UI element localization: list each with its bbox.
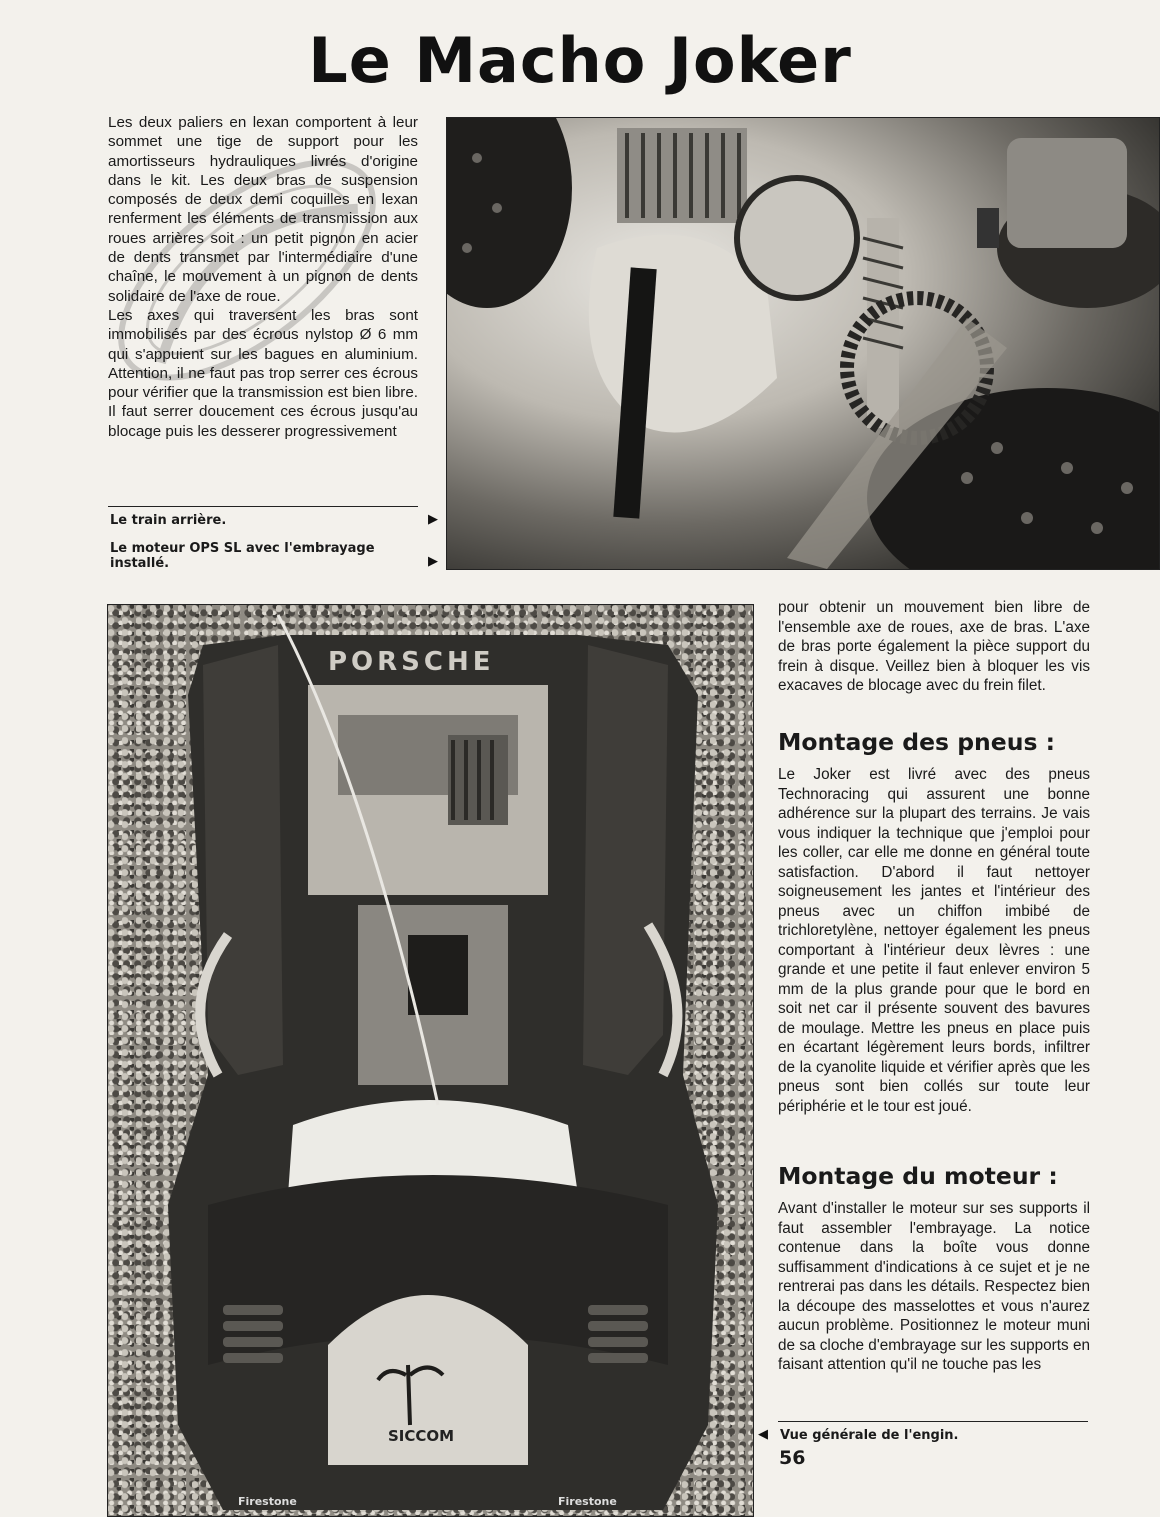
heading-montage-pneus-block xyxy=(778,728,1090,756)
paragraph-montage-moteur: Avant d'installer le moteur sur ses supports il faut assembler l'embrayage. La notice contenue dans la boîte vous donne suffisamment d'indications à ce sujet et je ne rentrerai pas dans les détails. Respectez bien la découpe des masselottes et vous n'aurez aucun problème. Positionnez le moteur muni de sa cloche d'embrayage sur les supports en faisant attention qu'il ne touche pas les xyxy=(778,1200,1090,1373)
left-paragraph-1: Les deux paliers en lexan comportent à leur sommet une tige de support pour les amortisseurs hydrauliques livrés d'origine dans le kit. Les deux bras de suspension composés de deux demi coquilles en lexan renferment les éléments de transmission aux roues arrières soit : un petit pignon en acier de dents transmet par l'intermédiaire d'une chaîne, le mouvement à un pignon de dents solidaire de l'axe de roue. xyxy=(108,114,418,305)
right-article-column xyxy=(778,598,1090,696)
arrow-right-icon: ▶ xyxy=(428,511,438,526)
left-paragraph-2: Les axes qui traversent les bras sont immobilisés par des écrous nylstop Ø 6 mm qui s'appuient sur les bagues en aluminium. Attention, il ne faut pas trop serrer ces écrous pour vérifier que la transmission est bien libre. Il faut serrer doucement ces écrous jusqu'au blocage puis les desserer progressivement xyxy=(108,306,418,440)
caption-moteur: Le moteur OPS SL avec l'embrayage installé. xyxy=(110,541,375,571)
right-intro-paragraph: pour obtenir un mouvement bien libre de l'ensemble axe de roues, axe de bras. L'axe de bras porte également la pièce support du frein à disque. Veillez bien à bloquer les vis exacaves de blocage avec du frein filet. xyxy=(778,599,1090,694)
paragraph-montage-pneus: Le Joker est livré avec des pneus Technoracing qui assurent une bonne adhérence sur la plupart des terrains. Je vais vous indiquer la technique que j'emploi pour les coller, car elle me donne en général toute satisfaction. D'abord il faut nettoyer soigneusement les jantes et l'intérieur des pneus avec un chiffon imbibé de trichloretylène, nettoyer également les pneus comportant à l'intérieur deux lèvres : une grande et une petite il faut enlever environ 5 mm de la plus grande pour que le bord en soit net car il présente souvent des bavures de moulage. Mettre les pneus en place puis en écartant légèrement leurs bords, infiltrer de la cyanolite liquide et vérifier après que les pneus sont bien collés sur toute leur périphérie et le tour est joué. xyxy=(778,766,1090,1115)
photo-rear-train-engine xyxy=(446,117,1160,570)
caption-divider xyxy=(108,506,418,507)
photo-general-view xyxy=(107,604,754,1517)
page-number: 56 xyxy=(779,1447,806,1469)
heading-montage-moteur-block xyxy=(778,1162,1090,1190)
siccom-marking: SICCOM xyxy=(388,1427,455,1445)
porsche-marking: PORSCHE xyxy=(328,647,495,677)
left-article-column xyxy=(108,113,418,441)
pneus-block xyxy=(778,765,1090,1116)
firestone-marking-left: Firestone xyxy=(238,1495,297,1508)
arrow-left-icon: ◀ xyxy=(758,1426,768,1441)
caption-divider xyxy=(778,1421,1088,1422)
firestone-marking-right: Firestone xyxy=(558,1495,617,1508)
moteur-block xyxy=(778,1199,1090,1375)
heading-montage-moteur: Montage du moteur : xyxy=(778,1162,1058,1190)
caption-train-arriere: Le train arrière. xyxy=(110,513,227,528)
caption-vue-generale: Vue générale de l'engin. xyxy=(780,1428,959,1443)
heading-montage-pneus: Montage des pneus : xyxy=(778,728,1056,756)
arrow-right-icon: ▶ xyxy=(428,553,438,568)
page-title: Le Macho Joker xyxy=(308,24,852,97)
